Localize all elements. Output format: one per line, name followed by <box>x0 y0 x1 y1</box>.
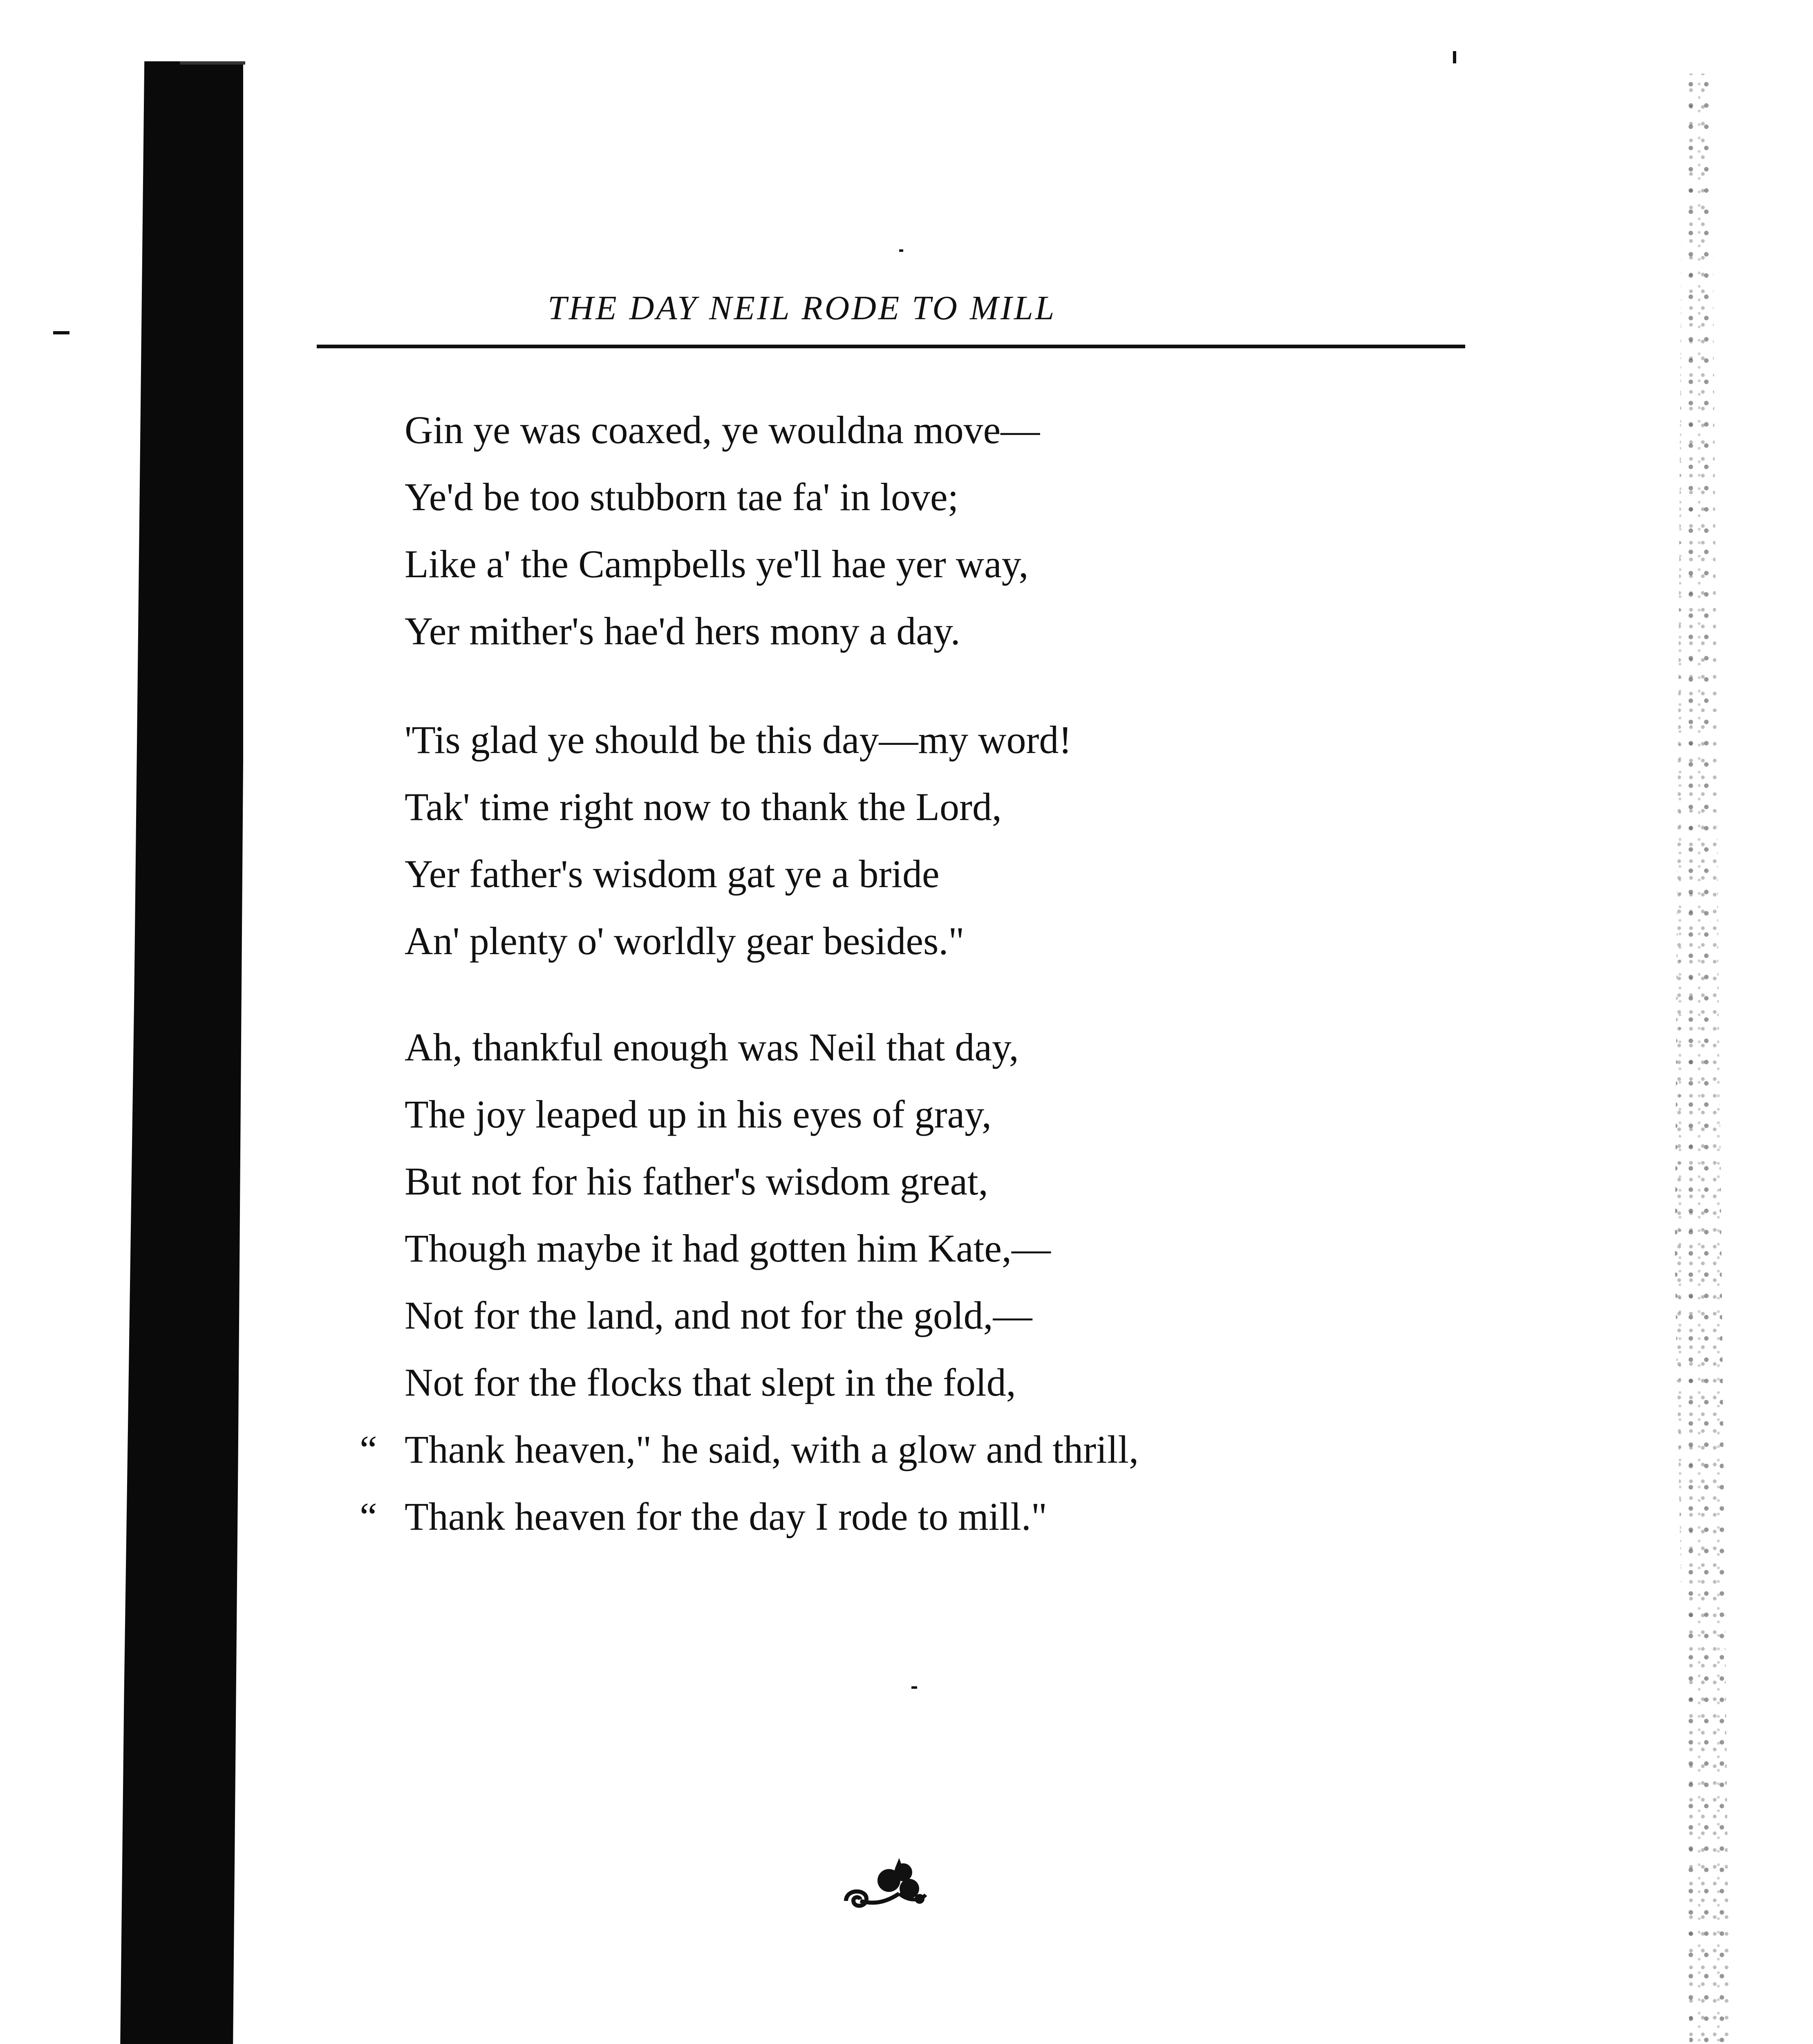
scan-mark <box>1453 51 1456 63</box>
stanza-2 <box>405 706 1426 975</box>
opening-quote-mark: “ <box>360 1495 377 1538</box>
verse-line-text: Thank heaven," he said, with a glow and thrill, <box>405 1428 1139 1471</box>
verse-line-quoted <box>360 1483 1426 1550</box>
binding-shadow <box>116 61 243 2044</box>
scan-mark <box>911 1686 917 1689</box>
verse-line: Ye'd be too stubborn tae fa' in love; <box>405 475 959 519</box>
running-head: THE DAY NEIL RODE TO MILL <box>548 289 1056 327</box>
verse-line: An' plenty o' worldly gear besides." <box>405 919 965 963</box>
binding-edge-mark <box>180 61 245 65</box>
page-edge-speckle <box>1668 74 1741 2044</box>
verse-line: Ah, thankful enough was Neil that day, <box>405 1025 1019 1069</box>
header-rule <box>317 345 1465 348</box>
scan-mark <box>899 249 903 252</box>
floral-ornament-icon <box>838 1856 932 1917</box>
verse-line: Tak' time right now to thank the Lord, <box>405 785 1002 829</box>
scan-mark <box>53 331 69 334</box>
verse-line: The joy leaped up in his eyes of gray, <box>405 1092 992 1136</box>
verse-line-text: Thank heaven for the day I rode to mill." <box>405 1495 1047 1538</box>
verse-line: Though maybe it had gotten him Kate,— <box>405 1226 1051 1270</box>
verse-line: But not for his father's wisdom great, <box>405 1159 988 1203</box>
verse-line: Not for the flocks that slept in the fold, <box>405 1360 1016 1404</box>
verse-line: Not for the land, and not for the gold,— <box>405 1293 1032 1337</box>
verse-line: Yer mither's hae'd hers mony a day. <box>405 609 960 653</box>
verse-line: Gin ye was coaxed, ye wouldna move— <box>405 408 1040 452</box>
opening-quote-mark: “ <box>360 1428 377 1471</box>
verse-line: 'Tis glad ye should be this day—my word! <box>405 718 1072 762</box>
verse-line: Yer father's wisdom gat ye a bride <box>405 852 940 896</box>
stanza-3 <box>360 1014 1426 1550</box>
verse-line: Like a' the Campbells ye'll hae yer way, <box>405 542 1029 586</box>
verse-line-quoted <box>360 1416 1426 1483</box>
stanza-1 <box>405 397 1426 665</box>
